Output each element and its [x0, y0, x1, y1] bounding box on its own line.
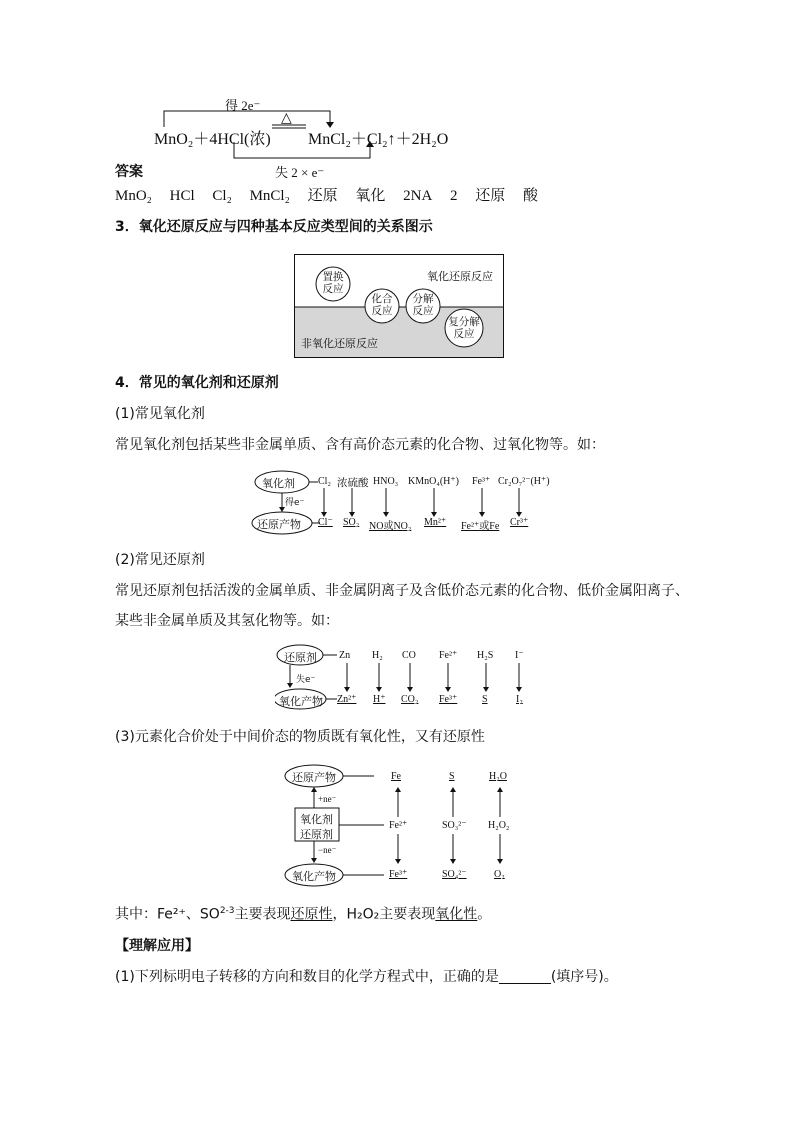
reductant-item: I⁻	[515, 650, 524, 661]
reductant-box-label: 还原剂	[300, 828, 333, 841]
middle-valence-item: SO₃²⁻	[442, 820, 467, 831]
answer-item: Cl₂	[212, 188, 232, 204]
oxidation-product-item: Zn²⁺	[337, 694, 357, 705]
answer-item: 2NA	[403, 188, 433, 204]
oxidant-item: Cr₂O₇²⁻(H⁺)	[498, 476, 550, 487]
oxidant-item: Cl₂	[318, 476, 331, 487]
reduction-product-oval-label: 还原产物	[257, 518, 301, 531]
note-mid: 主要表现	[234, 906, 291, 923]
middle-valence-item: H₂O₂	[488, 820, 510, 831]
gain-electron-arrow-label: 得e⁻	[285, 498, 305, 508]
circle-label: 化合 反应	[371, 293, 393, 317]
oxidation-product-item: Fe³⁺	[439, 694, 458, 705]
question-1-suffix: (填序号)。	[550, 969, 618, 985]
valence-note	[115, 907, 491, 922]
lose-electron-arrow-label: 失e⁻	[296, 675, 316, 685]
middle-valence-item: Fe²⁺	[389, 820, 408, 831]
reductant-item: H₂S	[477, 650, 494, 661]
answer-label: 答案	[115, 164, 143, 180]
answer-item: 2	[450, 188, 458, 204]
reductant-item: H₂	[372, 650, 383, 661]
oxidant-item: HNO₃	[373, 476, 399, 487]
answer-list	[115, 189, 552, 204]
reductant-item: Fe²⁺	[439, 650, 458, 661]
section-3-heading: 3．氧化还原反应与四种基本反应类型间的关系图示	[115, 219, 433, 235]
bottom-region-label: 非氧化还原反应	[301, 337, 378, 350]
answer-item: 氧化	[355, 188, 386, 204]
oxidation-product-item: I₂	[516, 694, 523, 705]
reduced-form-item: Fe	[391, 771, 401, 782]
answer-item: 还原	[475, 188, 506, 204]
sub3-heading: (3)元素化合价处于中间价态的物质既有氧化性，又有还原性	[115, 729, 485, 745]
reduction-product-item: Mn²⁺	[424, 517, 447, 528]
reductant-oval-label: 还原剂	[284, 651, 317, 664]
oxidized-form-item: O₂	[494, 869, 505, 880]
reductant-item: CO	[402, 650, 416, 661]
answer-item: 酸	[523, 188, 539, 204]
reductant-diagram	[275, 643, 535, 713]
reduction-product-oval-label: 还原产物	[292, 771, 336, 784]
reduced-form-item: H₂O	[489, 771, 507, 782]
sub1-text: 常见氧化剂包括某些非金属单质、含有高价态元素的化合物、过氧化物等。如：	[115, 437, 605, 453]
question-1-prefix: (1)下列标明电子转移的方向和数目的化学方程式中，正确的是	[115, 969, 499, 985]
sub2-text-line1: 常见还原剂包括活泼的金属单质、非金属阴离子及含低价态元素的化合物、低价金属阳离子、	[115, 583, 689, 599]
reduction-product-item: NO或NO₂	[369, 521, 412, 532]
note-superscript: 2-3	[219, 906, 235, 916]
answer-item: MnCl₂	[249, 188, 290, 204]
oxidant-item: KMnO₄(H⁺)	[408, 476, 459, 487]
reduction-product-item: SO₂	[343, 517, 360, 528]
apply-heading: 【理解应用】	[115, 938, 199, 954]
heat-symbol: △	[281, 111, 292, 126]
answer-blank[interactable]	[499, 983, 551, 984]
equation-left: MnO₂＋4HCl(浓)	[154, 131, 271, 148]
oxidant-oval-label: 氧化剂	[262, 477, 295, 490]
sub2-text-line2: 某些非金属单质及其氢化物等。如：	[115, 613, 339, 629]
section-4-heading: 4．常见的氧化剂和还原剂	[115, 375, 279, 391]
oxidant-box-label: 氧化剂	[300, 813, 333, 826]
reaction-type-diagram	[294, 254, 504, 358]
reduced-form-item: S	[449, 771, 455, 782]
lose-n-electron-label: −ne⁻	[318, 845, 337, 855]
top-region-label: 氧化还原反应	[427, 270, 493, 283]
sub2-heading: (2)常见还原剂	[115, 552, 205, 568]
reduction-product-item: Fe²⁺或Fe	[461, 521, 500, 532]
reduction-product-item: Cr³⁺	[510, 517, 529, 528]
circle-label: 置换 反应	[322, 271, 344, 295]
oxidized-form-item: SO₄²⁻	[442, 869, 467, 880]
equation-right: MnCl₂＋Cl₂↑＋2H₂O	[308, 131, 449, 148]
note-prefix: 其中：Fe²⁺、SO	[115, 906, 220, 923]
oxidation-product-item: CO₂	[401, 694, 419, 705]
note-end: 。	[477, 906, 492, 923]
answer-item: MnO₂	[115, 188, 152, 204]
reduction-product-item: Cl⁻	[318, 517, 333, 528]
circle-label: 分解 反应	[412, 293, 434, 317]
electron-transfer-equation	[150, 92, 470, 182]
gain-electron-label: 得 2e⁻	[225, 98, 261, 113]
lose-electron-label: 失 2 × e⁻	[275, 165, 325, 180]
question-1	[115, 970, 618, 984]
oxidant-item: Fe³⁺	[472, 476, 491, 487]
gain-n-electron-label: +ne⁻	[318, 794, 337, 804]
note-underlined-reducing: 还原性	[290, 906, 333, 923]
middle-valence-diagram	[282, 762, 522, 890]
oxidant-item: 浓硫酸	[337, 477, 369, 489]
note-mid2: ，H₂O₂主要表现	[332, 906, 436, 923]
answer-item: HCl	[169, 188, 195, 204]
oxidized-form-item: Fe³⁺	[389, 869, 408, 880]
oxidation-product-item: H⁺	[373, 694, 386, 705]
answer-item: 还原	[307, 188, 338, 204]
oxidation-product-oval-label: 氧化产物	[279, 695, 323, 708]
oxidation-product-item: S	[482, 694, 488, 705]
circle-label: 复分解 反应	[448, 316, 480, 340]
note-underlined-oxidizing: 氧化性	[435, 906, 478, 923]
oxidation-product-oval-label: 氧化产物	[292, 870, 336, 883]
oxidant-diagram	[248, 468, 558, 538]
sub1-heading: (1)常见氧化剂	[115, 406, 205, 422]
reductant-item: Zn	[339, 650, 351, 661]
